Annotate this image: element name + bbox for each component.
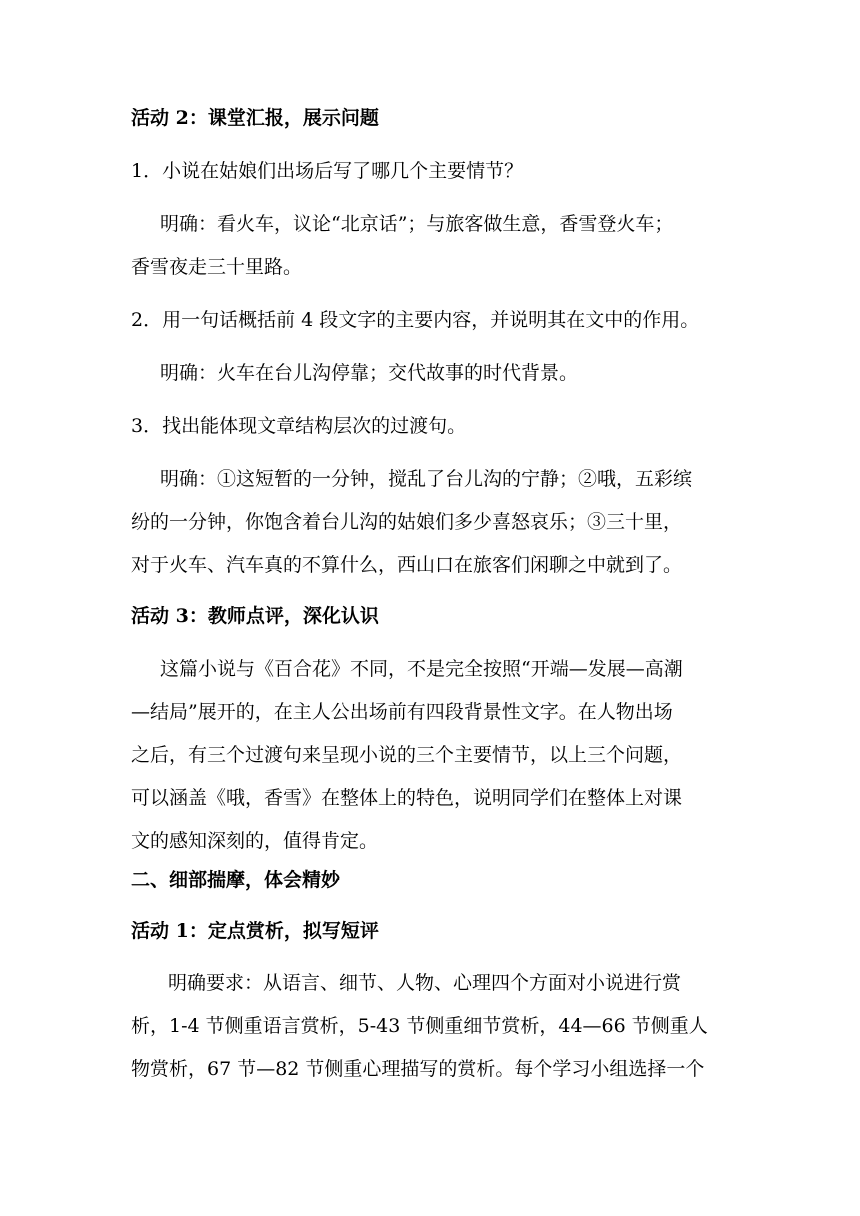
answer-3-line-2: 纷的一分钟，你饱含着台儿沟的姑娘们多少喜怒哀乐；③三十里， bbox=[131, 511, 683, 533]
comment-line-1: 这篇小说与《百合花》不同，不是完全按照“开端—发展—高潮 bbox=[160, 658, 683, 680]
question-2: 2．用一句话概括前 4 段文字的主要内容，并说明其在文中的作用。 bbox=[131, 309, 700, 331]
comment-line-5: 文的感知深刻的，值得肯定。 bbox=[131, 830, 379, 852]
requirement-line-3: 物赏析，67 节—82 节侧重心理描写的赏析。每个学习小组选择一个 bbox=[131, 1058, 705, 1080]
requirement-line-1: 明确要求：从语言、细节、人物、心理四个方面对小说进行赏 bbox=[168, 972, 682, 994]
answer-1-line-2: 香雪夜走三十里路。 bbox=[131, 256, 303, 278]
comment-line-4: 可以涵盖《哦，香雪》在整体上的特色，说明同学们在整体上对课 bbox=[131, 787, 683, 809]
activity2-heading: 活动 2：课堂汇报，展示问题 bbox=[131, 107, 379, 129]
question-1: 1．小说在姑娘们出场后写了哪几个主要情节？ bbox=[131, 160, 524, 182]
answer-2: 明确：火车在台儿沟停靠；交代故事的时代背景。 bbox=[160, 362, 579, 384]
requirement-line-2: 析，1-4 节侧重语言赏析，5-43 节侧重细节赏析，44—66 节侧重人 bbox=[131, 1015, 708, 1037]
activity3-heading: 活动 3：教师点评，深化认识 bbox=[131, 605, 379, 627]
comment-line-3: 之后，有三个过渡句来呈现小说的三个主要情节，以上三个问题， bbox=[131, 744, 683, 766]
section-2-heading: 二、细部揣摩，体会精妙 bbox=[131, 869, 341, 891]
question-3: 3．找出能体现文章结构层次的过渡句。 bbox=[131, 415, 467, 437]
answer-3-line-3: 对于火车、汽车真的不算什么，西山口在旅客们闲聊之中就到了。 bbox=[131, 554, 683, 576]
activity1-heading: 活动 1：定点赏析，拟写短评 bbox=[131, 920, 379, 942]
comment-line-2: —结局”展开的，在主人公出场前有四段背景性文字。在人物出场 bbox=[131, 701, 673, 723]
answer-3-line-1: 明确：①这短暂的一分钟，搅乱了台儿沟的宁静；②哦，五彩缤 bbox=[160, 468, 693, 490]
answer-1-line-1: 明确：看火车，议论“北京话”；与旅客做生意，香雪登火车； bbox=[160, 213, 674, 235]
